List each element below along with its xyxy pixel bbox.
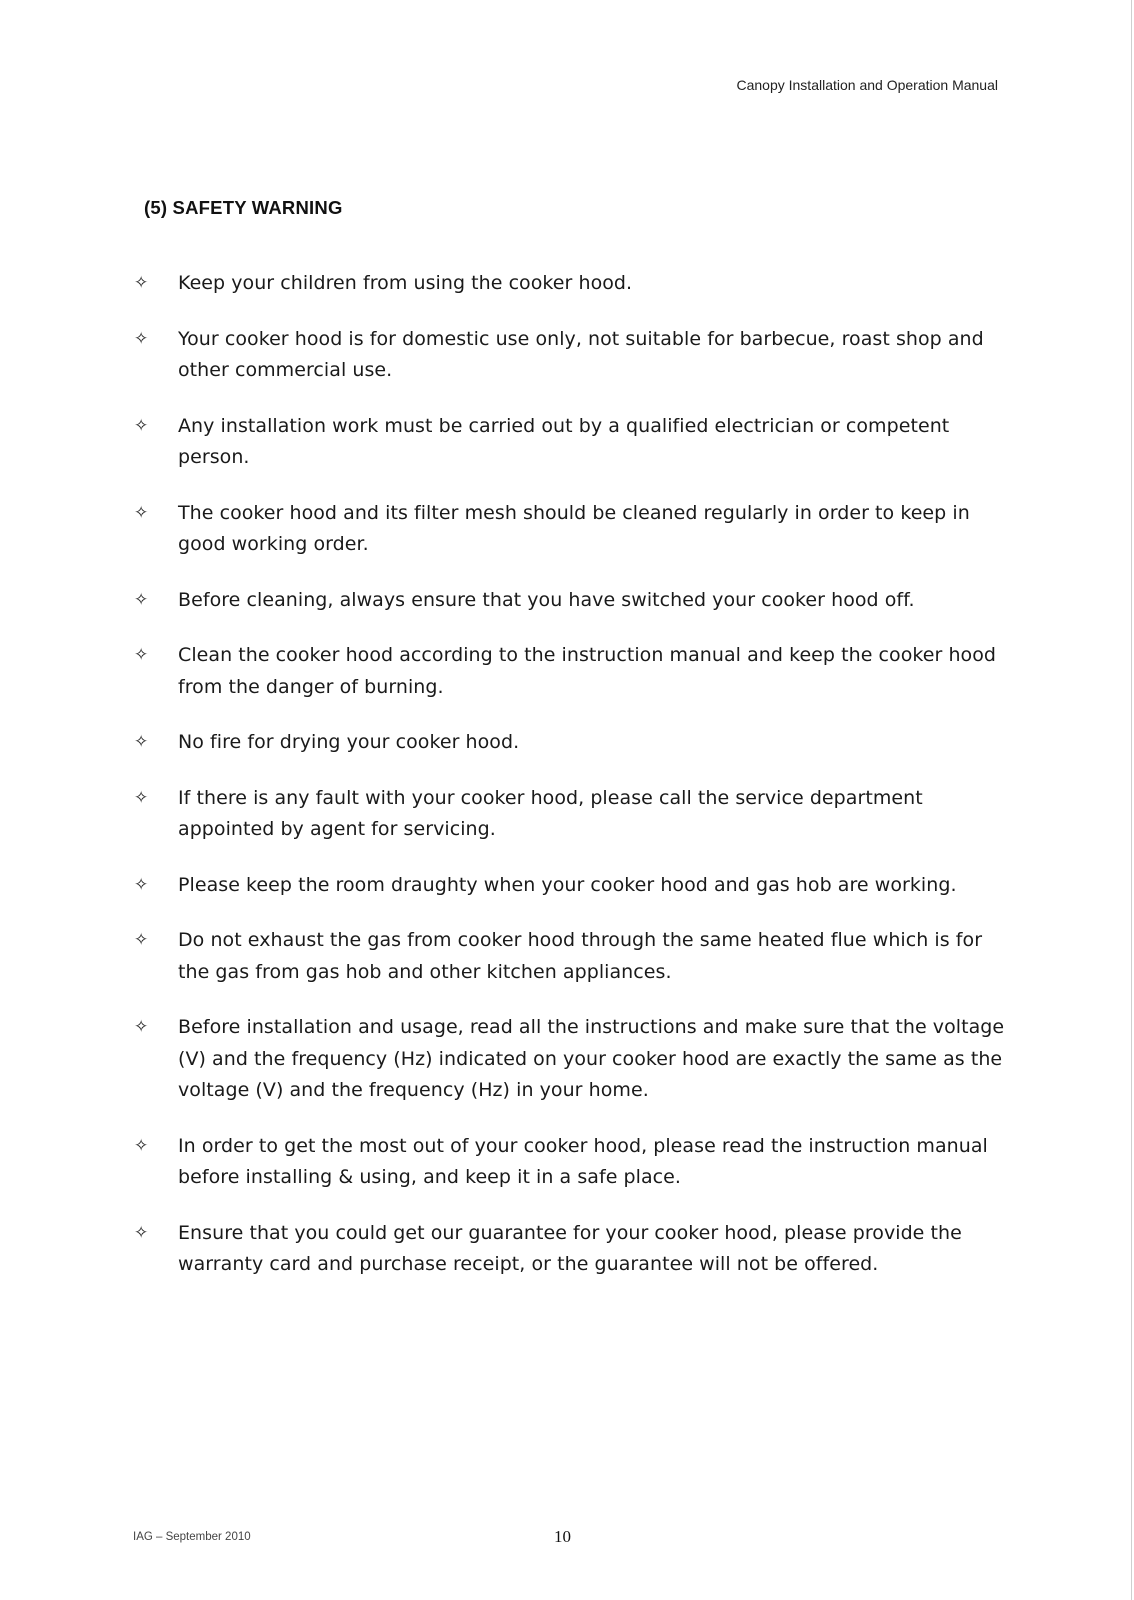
list-item-text: Ensure that you could get our guarantee for your cooker hood, please provide the warranty card and purchase receipt, or the guarantee will not be offered. bbox=[178, 1221, 962, 1275]
star-bullet-icon: ✧ bbox=[134, 415, 149, 436]
list-item bbox=[132, 727, 1012, 759]
list-item bbox=[132, 1012, 1012, 1107]
star-bullet-icon: ✧ bbox=[134, 273, 149, 293]
list-item-text: In order to get the most out of your cooker hood, please read the instruction manual before installing & using, and keep it in a safe place. bbox=[178, 1134, 988, 1188]
list-item bbox=[132, 1131, 1012, 1194]
list-item-text: The cooker hood and its filter mesh should be cleaned regularly in order to keep in good working order. bbox=[178, 501, 970, 555]
star-bullet-icon: ✧ bbox=[134, 930, 149, 950]
footer-date: IAG – September 2010 bbox=[133, 1531, 251, 1543]
list-item-text: Do not exhaust the gas from cooker hood through the same heated flue which is for the gas from gas hob and other kitchen appliances. bbox=[178, 929, 983, 983]
list-item bbox=[132, 585, 1012, 617]
list-item-text: Your cooker hood is for domestic use only, not suitable for barbecue, roast shop and other commercial use. bbox=[178, 327, 984, 381]
page-number: 10 bbox=[554, 1527, 571, 1546]
list-item bbox=[132, 268, 1012, 300]
list-item-text: Please keep the room draughty when your cooker hood and gas hob are working. bbox=[178, 873, 957, 896]
running-header: Canopy Installation and Operation Manual bbox=[736, 77, 998, 93]
list-item-text: Clean the cooker hood according to the instruction manual and keep the cooker hood from the danger of burning. bbox=[178, 644, 997, 698]
star-bullet-icon: ✧ bbox=[134, 732, 149, 752]
list-item bbox=[132, 870, 1012, 902]
list-item bbox=[132, 640, 1012, 703]
star-bullet-icon: ✧ bbox=[134, 328, 149, 349]
list-item bbox=[132, 324, 1012, 387]
list-item bbox=[132, 498, 1012, 561]
list-item bbox=[132, 411, 1012, 474]
list-item bbox=[132, 925, 1012, 988]
section-title: (5) SAFETY WARNING bbox=[144, 197, 343, 218]
star-bullet-icon: ✧ bbox=[134, 645, 149, 665]
list-item-text: Before installation and usage, read all the instructions and make sure that the voltage (V) and the frequency (Hz) indicated on your cooker hood are exactly the same as the voltage (V) and the frequency (Hz) in your home. bbox=[178, 1016, 1005, 1101]
list-item-text: Keep your children from using the cooker hood. bbox=[178, 272, 633, 294]
star-bullet-icon: ✧ bbox=[134, 1222, 149, 1243]
star-bullet-icon: ✧ bbox=[134, 589, 149, 610]
list-item-text: No fire for drying your cooker hood. bbox=[178, 731, 520, 753]
star-bullet-icon: ✧ bbox=[134, 1017, 149, 1037]
star-bullet-icon: ✧ bbox=[134, 874, 149, 895]
star-bullet-icon: ✧ bbox=[134, 787, 149, 808]
list-item-text: If there is any fault with your cooker hood, please call the service department appointed by agent for servicing. bbox=[178, 786, 923, 840]
list-item-text: Any installation work must be carried out by a qualified electrician or competent person. bbox=[178, 414, 950, 468]
list-item-text: Before cleaning, always ensure that you have switched your cooker hood off. bbox=[178, 588, 915, 611]
star-bullet-icon: ✧ bbox=[134, 1135, 149, 1156]
list-item bbox=[132, 1218, 1012, 1281]
star-bullet-icon: ✧ bbox=[134, 502, 149, 523]
list-item bbox=[132, 783, 1012, 846]
page-edge-line bbox=[1131, 0, 1132, 1600]
safety-warning-list bbox=[132, 268, 1012, 1305]
